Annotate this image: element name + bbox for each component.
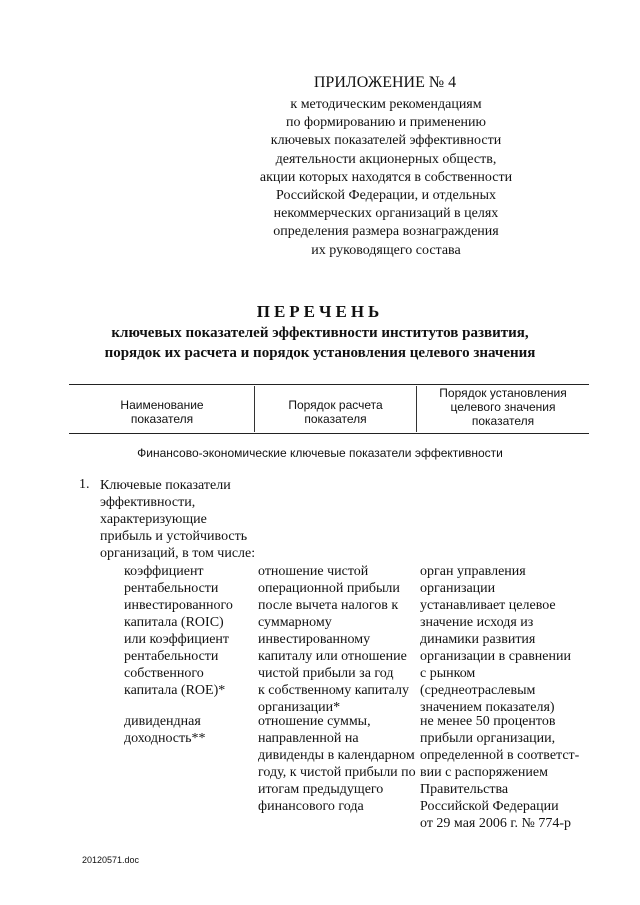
appendix-line: их руководящего состава [311, 242, 461, 258]
header-target: Порядок установления целевого значения показателя [439, 386, 567, 428]
header-name: Наименование показателя [120, 398, 204, 426]
header-calculation: Порядок расчета показателя [288, 398, 383, 426]
column-divider [254, 386, 255, 432]
row-name: дивидендная доходность** [124, 714, 206, 746]
table-top-rule [69, 384, 589, 385]
appendix-line: по формированию и применению [286, 115, 486, 131]
row-target: орган управления организации устанавливает целевое значение исходя из динамики развития организации в сравнении с рынком (среднеотраслевым значением показателя) [420, 564, 571, 715]
document-subtitle [0, 323, 640, 363]
appendix-line: Российской Федерации, и отдельных [276, 188, 496, 204]
appendix-line: к методическим рекомендациям [290, 97, 482, 112]
row-name: коэффициент рентабельности инвестированного капитала (ROIC) или коэффициент рентабельности собственного капитала (ROE)* [124, 564, 233, 698]
footer-filename: 20120571.doc [82, 855, 140, 865]
item-number: 1. [79, 477, 90, 492]
column-divider [416, 386, 417, 432]
subtitle-line: порядок их расчета и порядок установления целевого значения [104, 345, 536, 361]
appendix-line: определения размера вознаграждения [273, 224, 499, 240]
section-title: Финансово-экономические ключевые показатели эффективности [137, 446, 503, 460]
row-calculation: отношение суммы, направленной на дивиденды в календарном году, к чистой прибыли по итогам предыдущего финансового года [258, 714, 416, 814]
appendix-line: акции которых находятся в собственности [259, 169, 513, 185]
row-target: не менее 50 процентов прибыли организации, определенной в соответст- вии с распоряжением Правительства Российской Федерации от 29 мая 2006 г. № 774-р [420, 714, 580, 831]
row-calculation: отношение чистой операционной прибыли после вычета налогов к суммарному инвестированному капиталу или отношение чистой прибыли за год к собственному капиталу организации* [258, 564, 410, 715]
appendix-line: ключевых показателей эффективности [270, 133, 502, 149]
appendix-line: деятельности акционерных обществ, [275, 151, 497, 167]
document-title: ПЕРЕЧЕНЬ [256, 302, 384, 321]
appendix-title: ПРИЛОЖЕНИЕ № 4 [313, 74, 457, 91]
appendix-description [255, 96, 517, 260]
subtitle-line: ключевых показателей эффективности институтов развития, [111, 325, 529, 341]
item-text: Ключевые показатели эффективности, характеризующие прибыль и устойчивость организаций, в том числе: [100, 478, 256, 561]
table-header-rule [69, 433, 589, 434]
appendix-line: некоммерческих организаций в целях [273, 206, 499, 222]
